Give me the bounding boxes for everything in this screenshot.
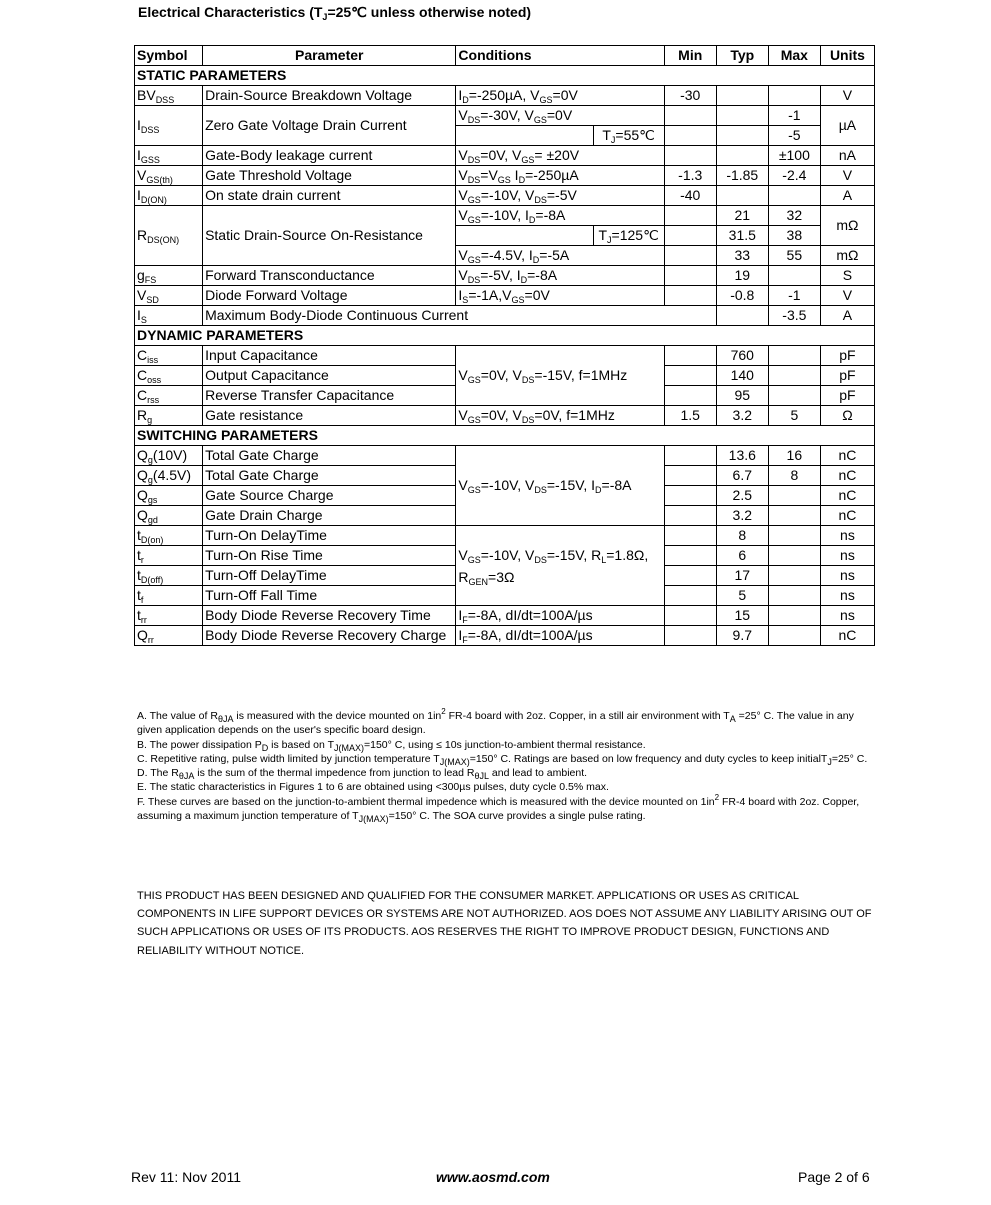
unit-cell: nC [820, 626, 874, 646]
max-cell: 16 [768, 446, 820, 466]
max-cell: 55 [768, 246, 820, 266]
cond-cell: $V_{GS}=-10V$, $V_{DS}=-5V$ [456, 186, 664, 206]
unit-cell: V [820, 286, 874, 306]
table-row [135, 186, 875, 206]
note-b: B. The power dissipation $P_D$ is based on $T_{J(MAX)}=150^\circ$ C, using ≤ 10s junction-to-ambient thermal resistance. [137, 738, 646, 753]
cond-cell: $V_{DS}=-30V$, $V_{GS}=0V$ [456, 106, 664, 126]
table-row [135, 206, 875, 226]
symbol-coss: $C_{oss}$ [135, 366, 203, 386]
cond-cell: $V_{GS}=0V$, $V_{DS}=0V$, f=1MHz [456, 406, 664, 426]
max-cell: -2.4 [768, 166, 820, 186]
param-cell: Turn-On Rise Time [203, 546, 456, 566]
symbol-vgsth: $V_{GS(th)}$ [135, 166, 203, 186]
symbol-rg: $R_g$ [135, 406, 203, 426]
table-row [135, 446, 875, 466]
symbol-tdoff: $t_{D(off)}$ [135, 566, 203, 586]
param-cell: Forward Transconductance [203, 266, 456, 286]
cond-cell: $V_{GS}=-4.5V$, $I_D=-5A$ [456, 246, 664, 266]
max-cell: 32 [768, 206, 820, 226]
cond-cell: $I_F=-8A$, dI/dt=100A/µs [456, 626, 664, 646]
table-row [135, 146, 875, 166]
footnotes [137, 709, 872, 823]
symbol-rdson: $R_{DS(ON)}$ [135, 206, 203, 266]
param-cell: Diode Forward Voltage [203, 286, 456, 306]
typ-cell: 17 [716, 566, 768, 586]
typ-cell: -1.85 [716, 166, 768, 186]
symbol-vsd: $V_{SD}$ [135, 286, 203, 306]
param-cell: Turn-On DelayTime [203, 526, 456, 546]
param-cell: Gate-Body leakage current [203, 146, 456, 166]
note-a: A. The value of $R_{\theta JA}$ is measured with the device mounted on $1in^2$ FR-4 board with 2oz. Copper, in a still air environment with $T_A =25^\circ$ C. The value in any given application depends on the user's specific board design. [137, 707, 854, 737]
min-cell: -30 [664, 86, 716, 106]
param-cell: Static Drain-Source On-Resistance [203, 206, 456, 266]
max-cell: 8 [768, 466, 820, 486]
table-row [135, 86, 875, 106]
typ-cell: 31.5 [716, 226, 768, 246]
cond-cell: $V_{DS}=V_{GS}$ $I_D=-250\mu A$ [456, 166, 664, 186]
table-row [135, 286, 875, 306]
typ-cell: 2.5 [716, 486, 768, 506]
param-cell: Total Gate Charge [203, 466, 456, 486]
param-cell: Total Gate Charge [203, 446, 456, 466]
page-number: Page 2 of 6 [798, 1169, 870, 1185]
table-row [135, 526, 875, 546]
min-cell: 1.5 [664, 406, 716, 426]
unit-cell: ns [820, 566, 874, 586]
cond-cell: $V_{GS}=0V$, $V_{DS}=-15V$, f=1MHz [456, 346, 664, 406]
unit-cell: nC [820, 486, 874, 506]
unit-cell: pF [820, 386, 874, 406]
cond-cell: $I_F=-8A$, dI/dt=100A/µs [456, 606, 664, 626]
table-row [135, 346, 875, 366]
symbol-qgd: $Q_{gd}$ [135, 506, 203, 526]
unit-cell: V [820, 86, 874, 106]
param-cell: Turn-Off DelayTime [203, 566, 456, 586]
note-c: C. Repetitive rating, pulse width limited by junction temperature $T_{J(MAX)}=150^\circ$ C. Ratings are based on low frequency and duty cycles to keep initialT$_J$=25° C. [137, 752, 868, 767]
symbol-tf: $t_f$ [135, 586, 203, 606]
param-cell: Reverse Transfer Capacitance [203, 386, 456, 406]
symbol-tr: $t_r$ [135, 546, 203, 566]
symbol-gfs: $g_{FS}$ [135, 266, 203, 286]
section-static: STATIC PARAMETERS [135, 66, 875, 86]
typ-cell: 760 [716, 346, 768, 366]
symbol-qg10: $Q_g(10V)$ [135, 446, 203, 466]
cond-cell: $I_D=-250\mu A$, $V_{GS}=0V$ [456, 86, 664, 106]
param-cell: Output Capacitance [203, 366, 456, 386]
max-cell: -3.5 [768, 306, 820, 326]
cond-cell: $T_J=125℃$ [593, 226, 664, 246]
unit-cell: A [820, 306, 874, 326]
unit-cell: nC [820, 446, 874, 466]
header-max: Max [768, 46, 820, 66]
symbol-idon: $I_{D(ON)}$ [135, 186, 203, 206]
param-cell: Gate Source Charge [203, 486, 456, 506]
param-cell: Gate resistance [203, 406, 456, 426]
symbol-ciss: $C_{iss}$ [135, 346, 203, 366]
symbol-idss: $I_{DSS}$ [135, 106, 203, 146]
unit-cell: mΩ [820, 246, 874, 266]
header-symbol: Symbol [135, 46, 203, 66]
cond-cell: $V_{GS}=-10V$, $V_{DS}=-15V$, $R_L=1.8\Omega$, $R_{GEN}=3\Omega$ [456, 526, 664, 606]
typ-cell: 6 [716, 546, 768, 566]
unit-cell: Ω [820, 406, 874, 426]
table-row [135, 606, 875, 626]
unit-cell: pF [820, 366, 874, 386]
typ-cell: 21 [716, 206, 768, 226]
typ-cell: 140 [716, 366, 768, 386]
param-cell: Zero Gate Voltage Drain Current [203, 106, 456, 146]
unit-cell: nC [820, 506, 874, 526]
table-row [135, 406, 875, 426]
symbol-qg45: $Q_g(4.5V)$ [135, 466, 203, 486]
max-cell: -1 [768, 106, 820, 126]
unit-cell: mΩ [820, 206, 874, 246]
website-link[interactable]: www.aosmd.com [436, 1169, 550, 1185]
page-title: Electrical Characteristics ($T_J=25℃$ unless otherwise noted) [138, 4, 532, 22]
typ-cell: -0.8 [716, 286, 768, 306]
table-row [135, 266, 875, 286]
typ-cell: 13.6 [716, 446, 768, 466]
min-cell: -40 [664, 186, 716, 206]
header-parameter: Parameter [203, 46, 456, 66]
param-cell: Gate Drain Charge [203, 506, 456, 526]
section-switching: SWITCHING PARAMETERS [135, 426, 875, 446]
typ-cell: 15 [716, 606, 768, 626]
note-d: D. The $R_{\theta JA}$ is the sum of the thermal impedence from junction to lead $R_{\theta JL}$ and lead to ambient. [137, 767, 588, 782]
typ-cell: 19 [716, 266, 768, 286]
cond-cell: $T_J=55℃$ [593, 126, 664, 146]
header-conditions: Conditions [456, 46, 664, 66]
cond-cell: $V_{DS}=0V$, $V_{GS}= \pm 20V$ [456, 146, 664, 166]
max-cell: -1 [768, 286, 820, 306]
param-cell: Input Capacitance [203, 346, 456, 366]
table-row [135, 106, 875, 126]
revision-label: Rev 11: Nov 2011 [131, 1169, 241, 1185]
header-units: Units [820, 46, 874, 66]
typ-cell: 95 [716, 386, 768, 406]
cond-cell: $V_{GS}=-10V$, $V_{DS}=-15V$, $I_D=-8A$ [456, 446, 664, 526]
param-cell: Maximum Body-Diode Continuous Current [203, 306, 717, 326]
param-cell: Gate Threshold Voltage [203, 166, 456, 186]
max-cell: -5 [768, 126, 820, 146]
header-min: Min [664, 46, 716, 66]
param-cell: Drain-Source Breakdown Voltage [203, 86, 456, 106]
max-cell: ±100 [768, 146, 820, 166]
unit-cell: nA [820, 146, 874, 166]
min-cell: -1.3 [664, 166, 716, 186]
table-header-row [135, 46, 875, 66]
param-cell: On state drain current [203, 186, 456, 206]
section-dynamic: DYNAMIC PARAMETERS [135, 326, 875, 346]
typ-cell: 3.2 [716, 506, 768, 526]
unit-cell: pF [820, 346, 874, 366]
unit-cell: ns [820, 526, 874, 546]
unit-cell: A [820, 186, 874, 206]
symbol-crss: $C_{rss}$ [135, 386, 203, 406]
typ-cell: 5 [716, 586, 768, 606]
unit-cell: V [820, 166, 874, 186]
symbol-bvdss: $BV_{DSS}$ [135, 86, 203, 106]
cond-cell: $V_{DS}=-5V$, $I_D=-8A$ [456, 266, 664, 286]
disclaimer: THIS PRODUCT HAS BEEN DESIGNED AND QUALIFIED FOR THE CONSUMER MARKET. APPLICATIONS OR USES AS CRITICAL COMPONENTS IN LIFE SUPPORT DEVICES OR SYSTEMS ARE NOT AUTHORIZED. AOS DOES NOT ASSUME ANY LIABILITY ARISING OUT OF SUCH APPLICATIONS OR USES OF ITS PRODUCTS. AOS RESERVES THE RIGHT TO IMPROVE PRODUCT DESIGN, FUNCTIONS AND RELIABILITY WITHOUT NOTICE. [137, 890, 872, 957]
max-cell: 38 [768, 226, 820, 246]
header-typ: Typ [716, 46, 768, 66]
max-cell: 5 [768, 406, 820, 426]
typ-cell: 6.7 [716, 466, 768, 486]
symbol-igss: $I_{GSS}$ [135, 146, 203, 166]
symbol-trr: $t_{rr}$ [135, 606, 203, 626]
cond-cell: $V_{GS}=-10V$, $I_D=-8A$ [456, 206, 664, 226]
unit-cell: ns [820, 546, 874, 566]
unit-cell: ns [820, 586, 874, 606]
typ-cell: 9.7 [716, 626, 768, 646]
unit-cell: nC [820, 466, 874, 486]
note-e: E. The static characteristics in Figures 1 to 6 are obtained using <300µs pulses, duty cycle 0.5% max. [137, 781, 609, 794]
unit-cell: ns [820, 606, 874, 626]
symbol-tdon: $t_{D(on)}$ [135, 526, 203, 546]
unit-cell: S [820, 266, 874, 286]
table-row [135, 626, 875, 646]
typ-cell: 3.2 [716, 406, 768, 426]
symbol-is: $I_S$ [135, 306, 203, 326]
param-cell: Turn-Off Fall Time [203, 586, 456, 606]
symbol-qrr: $Q_{rr}$ [135, 626, 203, 646]
table-row [135, 166, 875, 186]
electrical-characteristics-table [134, 45, 875, 646]
param-cell: Body Diode Reverse Recovery Time [203, 606, 456, 626]
typ-cell: 33 [716, 246, 768, 266]
param-cell: Body Diode Reverse Recovery Charge [203, 626, 456, 646]
symbol-qgs: $Q_{gs}$ [135, 486, 203, 506]
unit-cell: µA [820, 106, 874, 146]
cond-cell: $I_S=-1A,V_{GS}=0V$ [456, 286, 664, 306]
note-f: F. These curves are based on the junction-to-ambient thermal impedence which is measured with the device mounted on $1in^2$ FR-4 board with 2oz. Copper, assuming a maximum junction temperature of $T_{J(MAX)}=150^\circ$ C. The SOA curve provides a single pulse rating. [137, 792, 860, 825]
typ-cell: 8 [716, 526, 768, 546]
table-row [135, 306, 875, 326]
